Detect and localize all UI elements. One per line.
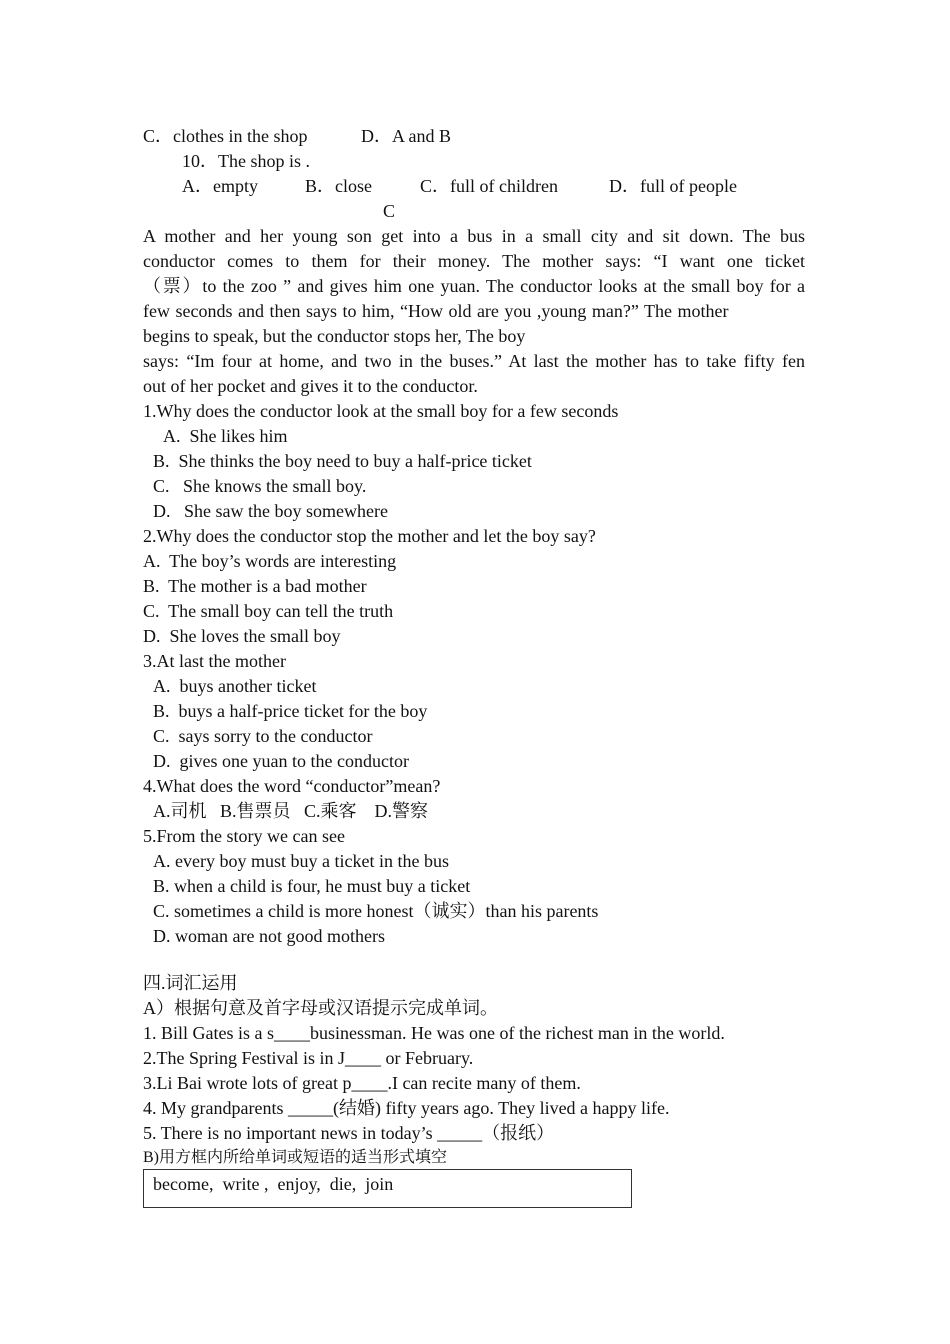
question-option: C. says sorry to the conductor [153,726,373,746]
passage-line: few seconds and then says to him, “How old are you ,young man?” The mother [143,301,729,321]
question-option: B. when a child is four, he must buy a ticket [153,876,471,896]
q9-option-c: C．clothes in the shop [143,126,308,146]
question-option: C. She knows the small boy. [153,476,367,496]
part-b-instruction: B)用方框内所给单词或短语的适当形式填空 [143,1149,448,1166]
question-option: A. She likes him [163,426,288,446]
passage-line: A mother and her young son get into a bus in a small city and sit down. The bus [143,226,805,246]
question-option: A. every boy must buy a ticket in the bus [153,851,449,871]
question-option: D. She saw the boy somewhere [153,501,388,521]
question-stem: 4.What does the word “conductor”mean? [143,776,441,796]
q10-option-d: D．full of people [609,176,737,196]
vocab-item: 3.Li Bai wrote lots of great p____.I can recite many of them. [143,1073,581,1093]
question-option: D. gives one yuan to the conductor [153,751,409,771]
vocab-item: 2.The Spring Festival is in J____ or February. [143,1048,474,1068]
question-stem: 5.From the story we can see [143,826,345,846]
question-option: B. The mother is a bad mother [143,576,367,596]
section-4-title: 四.词汇运用 [143,973,238,993]
vocab-item: 4. My grandparents _____(结婚) fifty years ago. They lived a happy life. [143,1098,670,1118]
passage-line: begins to speak, but the conductor stops her, The boy [143,326,526,346]
question-option: D. She loves the small boy [143,626,341,646]
question-option: C. sometimes a child is more honest（诚实）than his parents [153,901,599,921]
q10-option-a: A．empty [182,176,258,196]
vocab-item: 1. Bill Gates is a s____businessman. He was one of the richest man in the world. [143,1023,725,1043]
passage-line: out of her pocket and gives it to the conductor. [143,376,478,396]
q10-option-c: C．full of children [420,176,558,196]
q10-stem: 10．The shop is . [182,151,310,171]
vocab-item: 5. There is no important news in today’s _____（报纸） [143,1123,555,1143]
question-stem: 1.Why does the conductor look at the small boy for a few seconds [143,401,619,421]
question-option: A.司机 B.售票员 C.乘客 D.警察 [153,801,429,821]
question-option: C. The small boy can tell the truth [143,601,394,621]
part-a-instruction: A）根据句意及首字母或汉语提示完成单词。 [143,998,498,1018]
question-option: A. The boy’s words are interesting [143,551,397,571]
passage-line: （票）to the zoo ” and gives him one yuan. The conductor looks at the small boy for a [143,276,805,296]
passage-line: says: “Im four at home, and two in the buses.” At last the mother has to take fifty fen [143,351,805,371]
question-stem: 3.At last the mother [143,651,286,671]
word-box [143,1169,632,1208]
question-option: B. She thinks the boy need to buy a half-price ticket [153,451,532,471]
q10-option-b: B．close [305,176,372,196]
q9-option-d: D．A and B [361,126,451,146]
section-c-label: C [383,201,396,221]
passage-line: conductor comes to them for their money. The mother says: “I want one ticket [143,251,805,271]
question-stem: 2.Why does the conductor stop the mother and let the boy say? [143,526,596,546]
question-option: A. buys another ticket [153,676,317,696]
question-option: B. buys a half-price ticket for the boy [153,701,428,721]
word-box-text: become, write , enjoy, die, join [153,1174,394,1194]
question-option: D. woman are not good mothers [153,926,385,946]
